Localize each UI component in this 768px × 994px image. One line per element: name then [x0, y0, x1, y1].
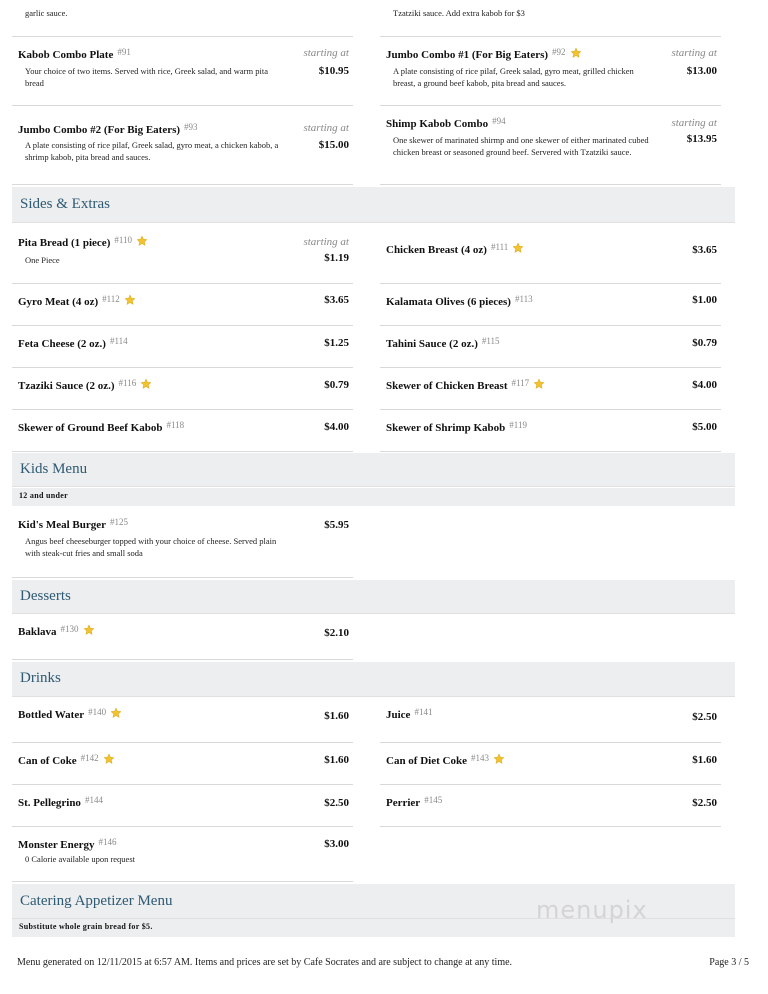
- section-header-sides: [12, 187, 735, 223]
- item-name: Kalamata Olives (6 pieces) $^{\#113}$: [386, 294, 533, 308]
- starting-at-label: starting at: [303, 122, 349, 134]
- item-name: Tzaziki Sauce (2 oz.) $^{\#116}$: [18, 378, 152, 392]
- item-name: Kid's Meal Burger $^{\#125}$: [18, 517, 128, 531]
- item-name: Tahini Sauce (2 oz.) $^{\#115}$: [386, 336, 500, 350]
- item-number: #93: [184, 122, 198, 132]
- item-name: Perrier $^{\#145}$: [386, 795, 443, 809]
- item-name: Can of Diet Coke $^{\#143}$: [386, 753, 505, 767]
- section-note-text: Substitute whole grain bread for $5.: [19, 922, 153, 931]
- item-number: #119: [509, 420, 527, 430]
- item-number: #91: [117, 47, 131, 57]
- menu-item-can-of-diet-coke[interactable]: [380, 743, 721, 785]
- item-number: #117: [511, 378, 530, 388]
- item-price: $2.10: [324, 627, 349, 639]
- item-number: #114: [109, 336, 128, 346]
- item-price: $13.00: [686, 65, 717, 77]
- menu-item-kalamata-olives[interactable]: [380, 284, 721, 326]
- item-description: One Piece: [25, 255, 60, 265]
- menu-item-tahini-sauce[interactable]: [380, 326, 721, 368]
- item-price: $1.60: [692, 754, 717, 766]
- item-number: #145: [424, 795, 443, 805]
- item-number: #113: [514, 294, 533, 304]
- item-price: $0.79: [324, 379, 349, 391]
- item-price: $2.50: [324, 797, 349, 809]
- menu-item-kabob-combo-plate[interactable]: [12, 37, 353, 106]
- menu-item-bottled-water[interactable]: [12, 697, 353, 743]
- starting-at-label: starting at: [671, 117, 717, 129]
- item-number: #110: [114, 235, 133, 245]
- section-title: Kids Menu: [20, 461, 88, 477]
- star-icon: [136, 235, 148, 247]
- item-name: Bottled Water $^{\#140}$: [18, 707, 122, 721]
- menu-item-tzaziki-sauce[interactable]: [12, 368, 353, 410]
- item-price: $5.95: [324, 519, 349, 531]
- item-name: Gyro Meat (4 oz) $^{\#112}$: [18, 294, 136, 308]
- star-icon: [103, 753, 115, 765]
- item-name: Feta Cheese (2 oz.) $^{\#114}$: [18, 336, 128, 350]
- menu-item-can-of-coke[interactable]: [12, 743, 353, 785]
- menu-item-perrier[interactable]: [380, 785, 721, 827]
- item-price: $1.00: [692, 294, 717, 306]
- star-icon: [110, 707, 122, 719]
- item-name: Skewer of Chicken Breast $^{\#117}$: [386, 378, 545, 392]
- item-number: #125: [110, 517, 128, 527]
- footer-text: Menu generated on 12/11/2015 at 6:57 AM. Items and prices are set by Cafe Socrates and are subject to change at any time.: [17, 957, 513, 968]
- item-price: $4.00: [692, 379, 717, 391]
- item-name: Jumbo Combo #1 (For Big Eaters) $^{\#92}$: [386, 47, 582, 61]
- page-indicator: Page 3 / 5: [709, 957, 749, 968]
- item-description: 0 Calorie available upon request: [25, 854, 135, 864]
- menu-item-pita-bread[interactable]: [12, 222, 353, 284]
- item-price: $1.25: [324, 337, 349, 349]
- item-name: Skewer of Shrimp Kabob $^{\#119}$: [386, 420, 527, 434]
- menu-item-juice[interactable]: [380, 697, 721, 743]
- item-price: $0.79: [692, 337, 717, 349]
- menu-item-skewer-chicken-breast[interactable]: [380, 368, 721, 410]
- item-number: #115: [481, 336, 500, 346]
- star-icon: [533, 378, 545, 390]
- item-number: #111: [490, 242, 509, 252]
- item-number: #112: [102, 294, 120, 304]
- menu-item-skewer-shrimp[interactable]: [380, 410, 721, 452]
- item-price: $15.00: [318, 139, 349, 151]
- menu-item-baklava[interactable]: [12, 614, 353, 660]
- menu-item-chicken-breast[interactable]: [380, 222, 721, 284]
- item-price: $5.00: [692, 421, 717, 433]
- item-number: #142: [80, 753, 99, 763]
- section-note-kids: [12, 488, 735, 506]
- item-number: #118: [166, 420, 185, 430]
- section-note-text: 12 and under: [19, 491, 68, 500]
- menu-item-continued-left: [12, 0, 353, 37]
- section-title: Catering Appetizer Menu: [20, 893, 173, 909]
- star-icon: [124, 294, 136, 306]
- item-name: Pita Bread (1 piece) $^{\#110}$: [18, 235, 148, 249]
- item-price: $2.50: [692, 711, 717, 723]
- item-description: Tzatziki sauce. Add extra kabob for $3: [393, 8, 525, 18]
- section-title: Drinks: [20, 670, 61, 686]
- section-title: Sides & Extras: [20, 196, 110, 212]
- item-name: Can of Coke $^{\#142}$: [18, 753, 115, 767]
- star-icon: [493, 753, 505, 765]
- item-number: #144: [84, 795, 103, 805]
- item-number: #116: [118, 378, 137, 388]
- item-description: Angus beef cheeseburger topped with your choice of cheese. Served plain with steak-cut fries and small soda: [25, 536, 277, 558]
- item-description: A plate consisting of rice pilaf, Greek salad, gyro meat, a chicken kabob, a shrimp kabob, pita bread and sauces.: [25, 140, 279, 162]
- menu-item-gyro-meat[interactable]: [12, 284, 353, 326]
- starting-at-label: starting at: [303, 236, 349, 248]
- item-name: Baklava $^{\#130}$: [18, 624, 95, 638]
- menu-item-jumbo-combo-2[interactable]: [12, 106, 353, 185]
- menu-item-feta-cheese[interactable]: [12, 326, 353, 368]
- star-icon: [83, 624, 95, 636]
- item-number: #94: [492, 116, 506, 126]
- item-description: A plate consisting of rice pilaf, Greek salad, gyro meat, grilled chicken breast, a ground beef kabob, pita bread and sauces.: [393, 66, 634, 88]
- item-name: St. Pellegrino $^{\#144}$: [18, 795, 103, 809]
- menu-item-shimp-kabob-combo[interactable]: [380, 106, 721, 185]
- item-name: Chicken Breast (4 oz) $^{\#111}$: [386, 242, 524, 256]
- item-name: Kabob Combo Plate $^{\#91}$: [18, 47, 131, 61]
- item-price: $10.95: [318, 65, 349, 77]
- item-price: $1.60: [324, 754, 349, 766]
- menu-item-skewer-ground-beef[interactable]: [12, 410, 353, 452]
- item-price: $1.60: [324, 710, 349, 722]
- item-number: #130: [60, 624, 79, 634]
- menu-item-st-pellegrino[interactable]: [12, 785, 353, 827]
- menu-item-jumbo-combo-1[interactable]: [380, 37, 721, 106]
- item-price: $13.95: [686, 133, 717, 145]
- item-price: $2.50: [692, 797, 717, 809]
- item-price: $1.19: [324, 252, 349, 264]
- item-number: #92: [552, 47, 566, 57]
- item-description: One skewer of marinated shirmp and one skewer of either marinated cubed chicken breast or seasoned ground beef. Servered with Tzatziki sauce.: [393, 135, 649, 157]
- starting-at-label: starting at: [671, 47, 717, 59]
- item-price: $3.65: [692, 244, 717, 256]
- item-name: Monster Energy $^{\#146}$: [18, 837, 117, 851]
- item-number: #143: [470, 753, 489, 763]
- item-name: Juice $^{\#141}$: [386, 707, 433, 721]
- item-name: Shimp Kabob Combo $^{\#94}$: [386, 116, 506, 130]
- item-number: #140: [88, 707, 107, 717]
- item-price: $3.65: [324, 294, 349, 306]
- menupix-watermark: menupix: [536, 896, 648, 924]
- starting-at-label: starting at: [303, 47, 349, 59]
- item-number: #146: [98, 837, 117, 847]
- item-number: #141: [414, 707, 433, 717]
- star-icon: [140, 378, 152, 390]
- item-name: Skewer of Ground Beef Kabob $^{\#118}$: [18, 420, 185, 434]
- star-icon: [570, 47, 582, 59]
- menu-item-kids-meal-burger[interactable]: [12, 507, 353, 578]
- item-description: Your choice of two items. Served with rice, Greek salad, and warm pita bread: [25, 66, 268, 88]
- section-header-drinks: [12, 662, 735, 697]
- item-description: garlic sauce.: [25, 8, 68, 18]
- item-price: $4.00: [324, 421, 349, 433]
- star-icon: [512, 242, 524, 254]
- menu-item-monster-energy[interactable]: [12, 827, 353, 882]
- section-header-kids: [12, 453, 735, 487]
- section-header-desserts: [12, 580, 735, 614]
- menu-item-continued-right: [380, 0, 721, 37]
- item-name: Jumbo Combo #2 (For Big Eaters) $^{\#93}$: [18, 122, 198, 136]
- section-title: Desserts: [20, 588, 71, 604]
- item-price: $3.00: [324, 838, 349, 850]
